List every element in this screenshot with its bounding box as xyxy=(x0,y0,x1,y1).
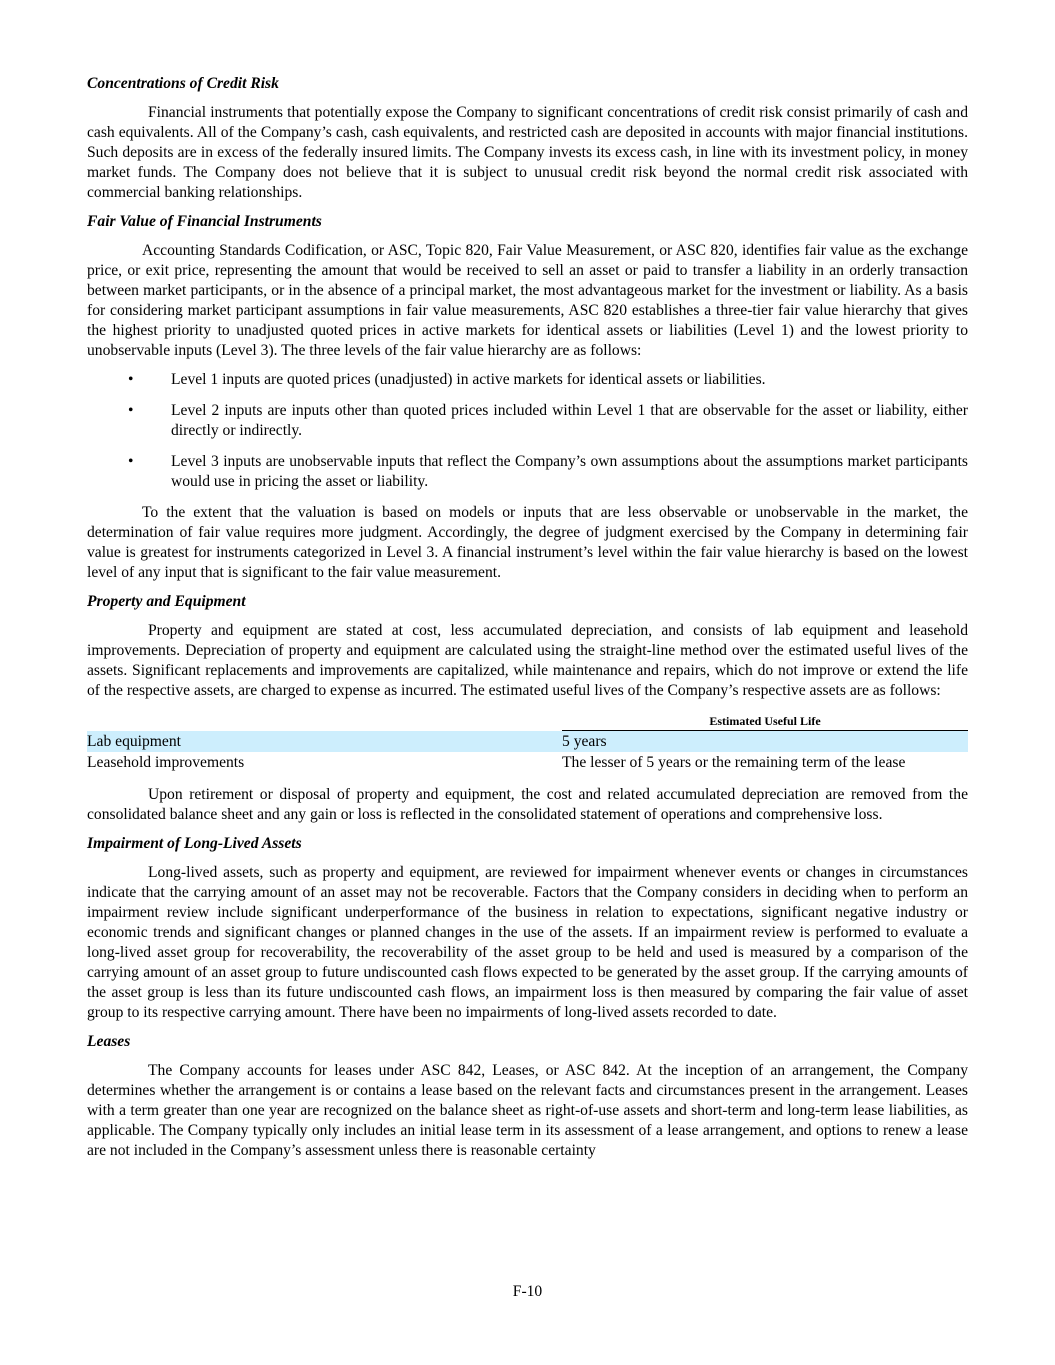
list-item-level-1 xyxy=(87,370,968,390)
paragraph-leases: The Company accounts for leases under ASC 842, Leases, or ASC 842. At the inception of an arrangement, the Company determines whether the arrangement is or contains a lease based on the relevant facts and circumstances present in the arrangement. Leases with a term greater than one year are recognized on the balance sheet as right-of-use assets and short-term and long-term lease liabilities, as applicable. The Company typically only includes an initial lease term in its assessment of a lease arrangement, and options to renew a lease are not included in the Company’s assessment unless there is reasonable certainty xyxy=(87,1062,968,1159)
heading-property-equipment: Property and Equipment xyxy=(87,593,246,610)
list-item-level-2 xyxy=(87,401,968,441)
paragraph-credit-risk: Financial instruments that potentially expose the Company to significant concentrations of credit risk consist primarily of cash and cash equivalents. All of the Company’s cash, cash equivalents, and restricted cash are deposited in accounts with major financial institutions. Such deposits are in excess of the federally insured limits. The Company invests its excess cash, in line with its investment policy, in money market funds. The Company does not believe that it is subject to unusual credit risk beyond the normal credit risk associated with commercial banking relationships. xyxy=(87,104,968,201)
table-cell-asset: Lab equipment xyxy=(87,731,562,753)
page-number: F-10 xyxy=(512,1283,543,1300)
heading-credit-risk: Concentrations of Credit Risk xyxy=(87,75,279,92)
heading-fair-value: Fair Value of Financial Instruments xyxy=(87,213,322,230)
fair-value-levels-list xyxy=(87,370,968,492)
table-header-row xyxy=(87,713,968,731)
heading-impairment: Impairment of Long-Lived Assets xyxy=(87,835,302,852)
table-row xyxy=(87,752,968,773)
list-item-text: Level 1 inputs are quoted prices (unadjusted) in active markets for identical assets or liabilities. xyxy=(171,371,766,388)
bullet-icon: • xyxy=(128,371,134,388)
list-item-level-3 xyxy=(87,452,968,492)
document-page xyxy=(87,74,968,1170)
table-cell-asset: Leasehold improvements xyxy=(87,754,245,771)
table-cell-life: 5 years xyxy=(562,731,968,753)
table-header-blank xyxy=(87,713,562,731)
paragraph-fair-value-closing: To the extent that the valuation is based on models or inputs that are less observable or unobservable in the market, the determination of fair value requires more judgment. Accordingly, the degree of judgment exercised by the Company in determining fair value is greatest for instruments categorized in Level 3. A financial instrument’s level within the fair value hierarchy is based on the lowest level of any input that is significant to the fair value measurement. xyxy=(87,504,968,581)
list-item-text: Level 2 inputs are inputs other than quoted prices included within Level 1 that are observable for the asset or liability, either directly or indirectly. xyxy=(171,402,968,439)
table-row xyxy=(87,731,968,753)
bullet-icon: • xyxy=(128,453,134,470)
bullet-icon: • xyxy=(128,402,134,419)
heading-leases: Leases xyxy=(87,1033,131,1050)
paragraph-property-retirement: Upon retirement or disposal of property and equipment, the cost and related accumulated depreciation are removed from the consolidated balance sheet and any gain or loss is reflected in the consolidated statement of operations and comprehensive loss. xyxy=(87,786,968,823)
list-item-text: Level 3 inputs are unobservable inputs that reflect the Company’s own assumptions about the assumptions market participants would use in pricing the asset or liability. xyxy=(171,453,968,490)
paragraph-fair-value-intro: Accounting Standards Codification, or ASC, Topic 820, Fair Value Measurement, or ASC 820, identifies fair value as the exchange price, or exit price, representing the amount that would be received to sell an asset or paid to transfer a liability in an orderly transaction between market participants, or in the absence of a principal market, the most advantageous market for the investment or liability. As a basis for considering market participant assumptions in fair value measurements, ASC 820 establishes a three-tier fair value hierarchy that gives the highest priority to unadjusted quoted prices in active markets for identical assets or liabilities (Level 1) and the lowest priority to unobservable inputs (Level 3). The three levels of the fair value hierarchy are as follows: xyxy=(87,242,968,359)
paragraph-property-equipment: Property and equipment are stated at cost, less accumulated depreciation, and consists of lab equipment and leasehold improvements. Depreciation of property and equipment are calculated using the straight-line method over the estimated useful lives of the assets. Significant replacements and improvements are capitalized, while maintenance and repairs, which do not improve or extend the life of the respective assets, are charged to expense as incurred. The estimated useful lives of the Company’s respective assets are as follows: xyxy=(87,622,968,699)
paragraph-impairment: Long-lived assets, such as property and equipment, are reviewed for impairment whenever events or changes in circumstances indicate that the carrying amount of an asset may not be recoverable. Factors that the Company considers in deciding when to perform an impairment review include significant underperformance of the business in relation to expectations, significant negative industry or economic trends and significant changes or planned changes in the use of the assets. If an impairment review is performed to evaluate a long-lived asset group for recoverability, the recoverability of the asset group to be held and used is measured by a comparison of the carrying amount of an asset group to future undiscounted cash flows expected to be generated by the asset group. If the carrying amounts of the asset group is less than its future undiscounted cash flows, an impairment loss is then measured by comparing the fair value of asset group to its respective carrying amount. There have been no impairments of long-lived assets recorded to date. xyxy=(87,864,968,1021)
table-header-useful-life: Estimated Useful Life xyxy=(562,713,968,731)
table-cell-life: The lesser of 5 years or the remaining term of the lease xyxy=(562,754,906,771)
useful-life-table xyxy=(87,713,968,773)
